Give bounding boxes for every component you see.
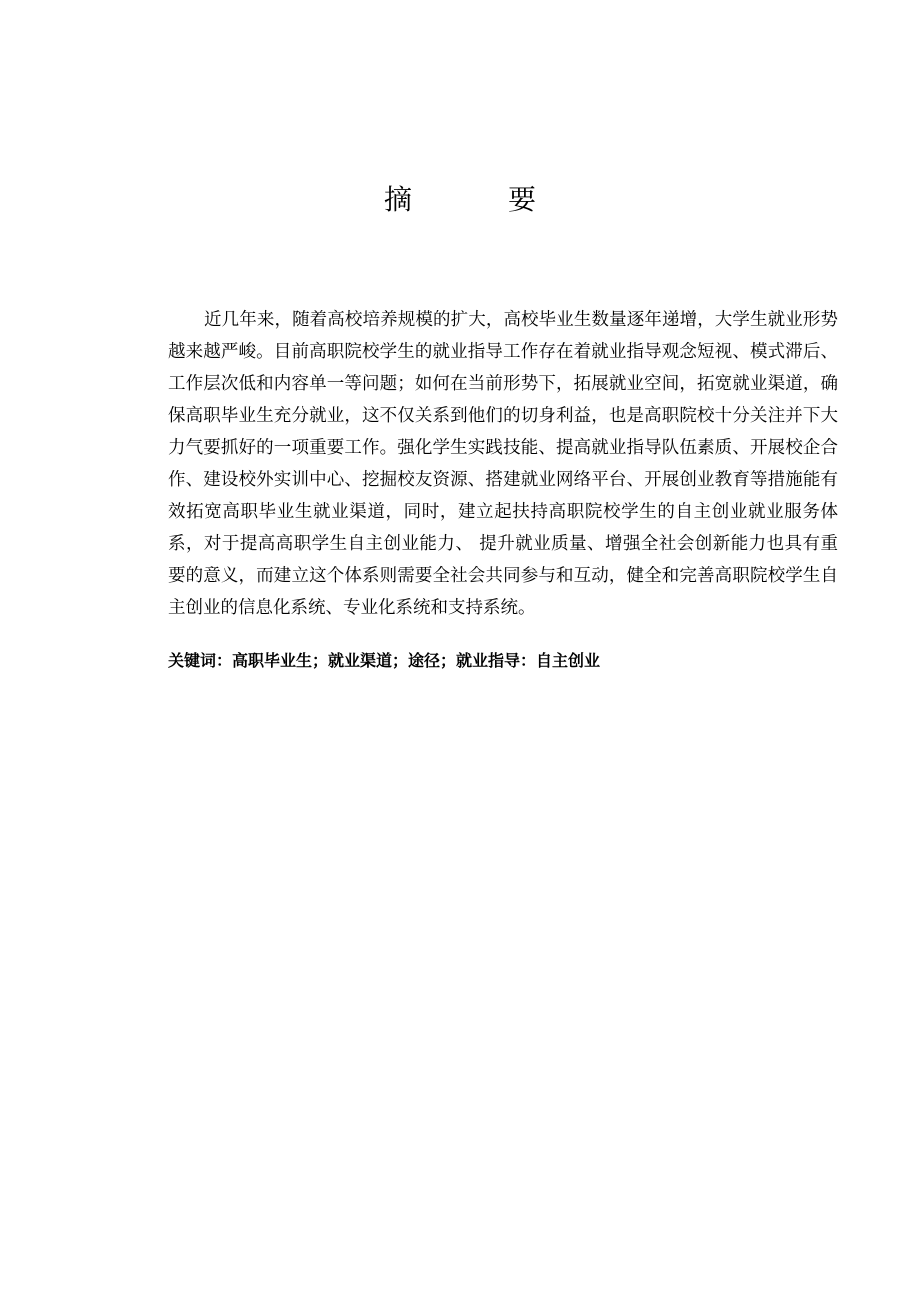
keywords-line: 关键词：高职毕业生；就业渠道；途径；就业指导：自主创业	[168, 651, 601, 670]
abstract-title: 摘 要	[383, 183, 570, 216]
abstract-body: 近几年来，随着高校培养规模的扩大，高校毕业生数量逐年递增，大学生就业形势越来越严峻。目前高职院校学生的就业指导工作存在着就业指导观念短视、模式滞后、工作层次低和内容单一等问题；如何在当前形势下，拓展就业空间，拓宽就业渠道，确保高职毕业生充分就业，这不仅关系到他们的切身利益，也是高职院校十分关注并下大力气要抓好的一项重要工作。强化学生实践技能、提高就业指导队伍素质、开展校企合作、建设校外实训中心、挖掘校友资源、搭建就业网络平台、开展创业教育等措施能有效拓宽高职毕业生就业渠道，同时，建立起扶持高职院校学生的自主创业就业服务体系，对于提高高职学生自主创业能力、 提升就业质量、增强全社会创新能力也具有重要的意义，而建立这个体系则需要全社会共同参与和互动，健全和完善高职院校学生自主创业的信息化系统、专业化系统和支持系统。	[168, 310, 838, 618]
